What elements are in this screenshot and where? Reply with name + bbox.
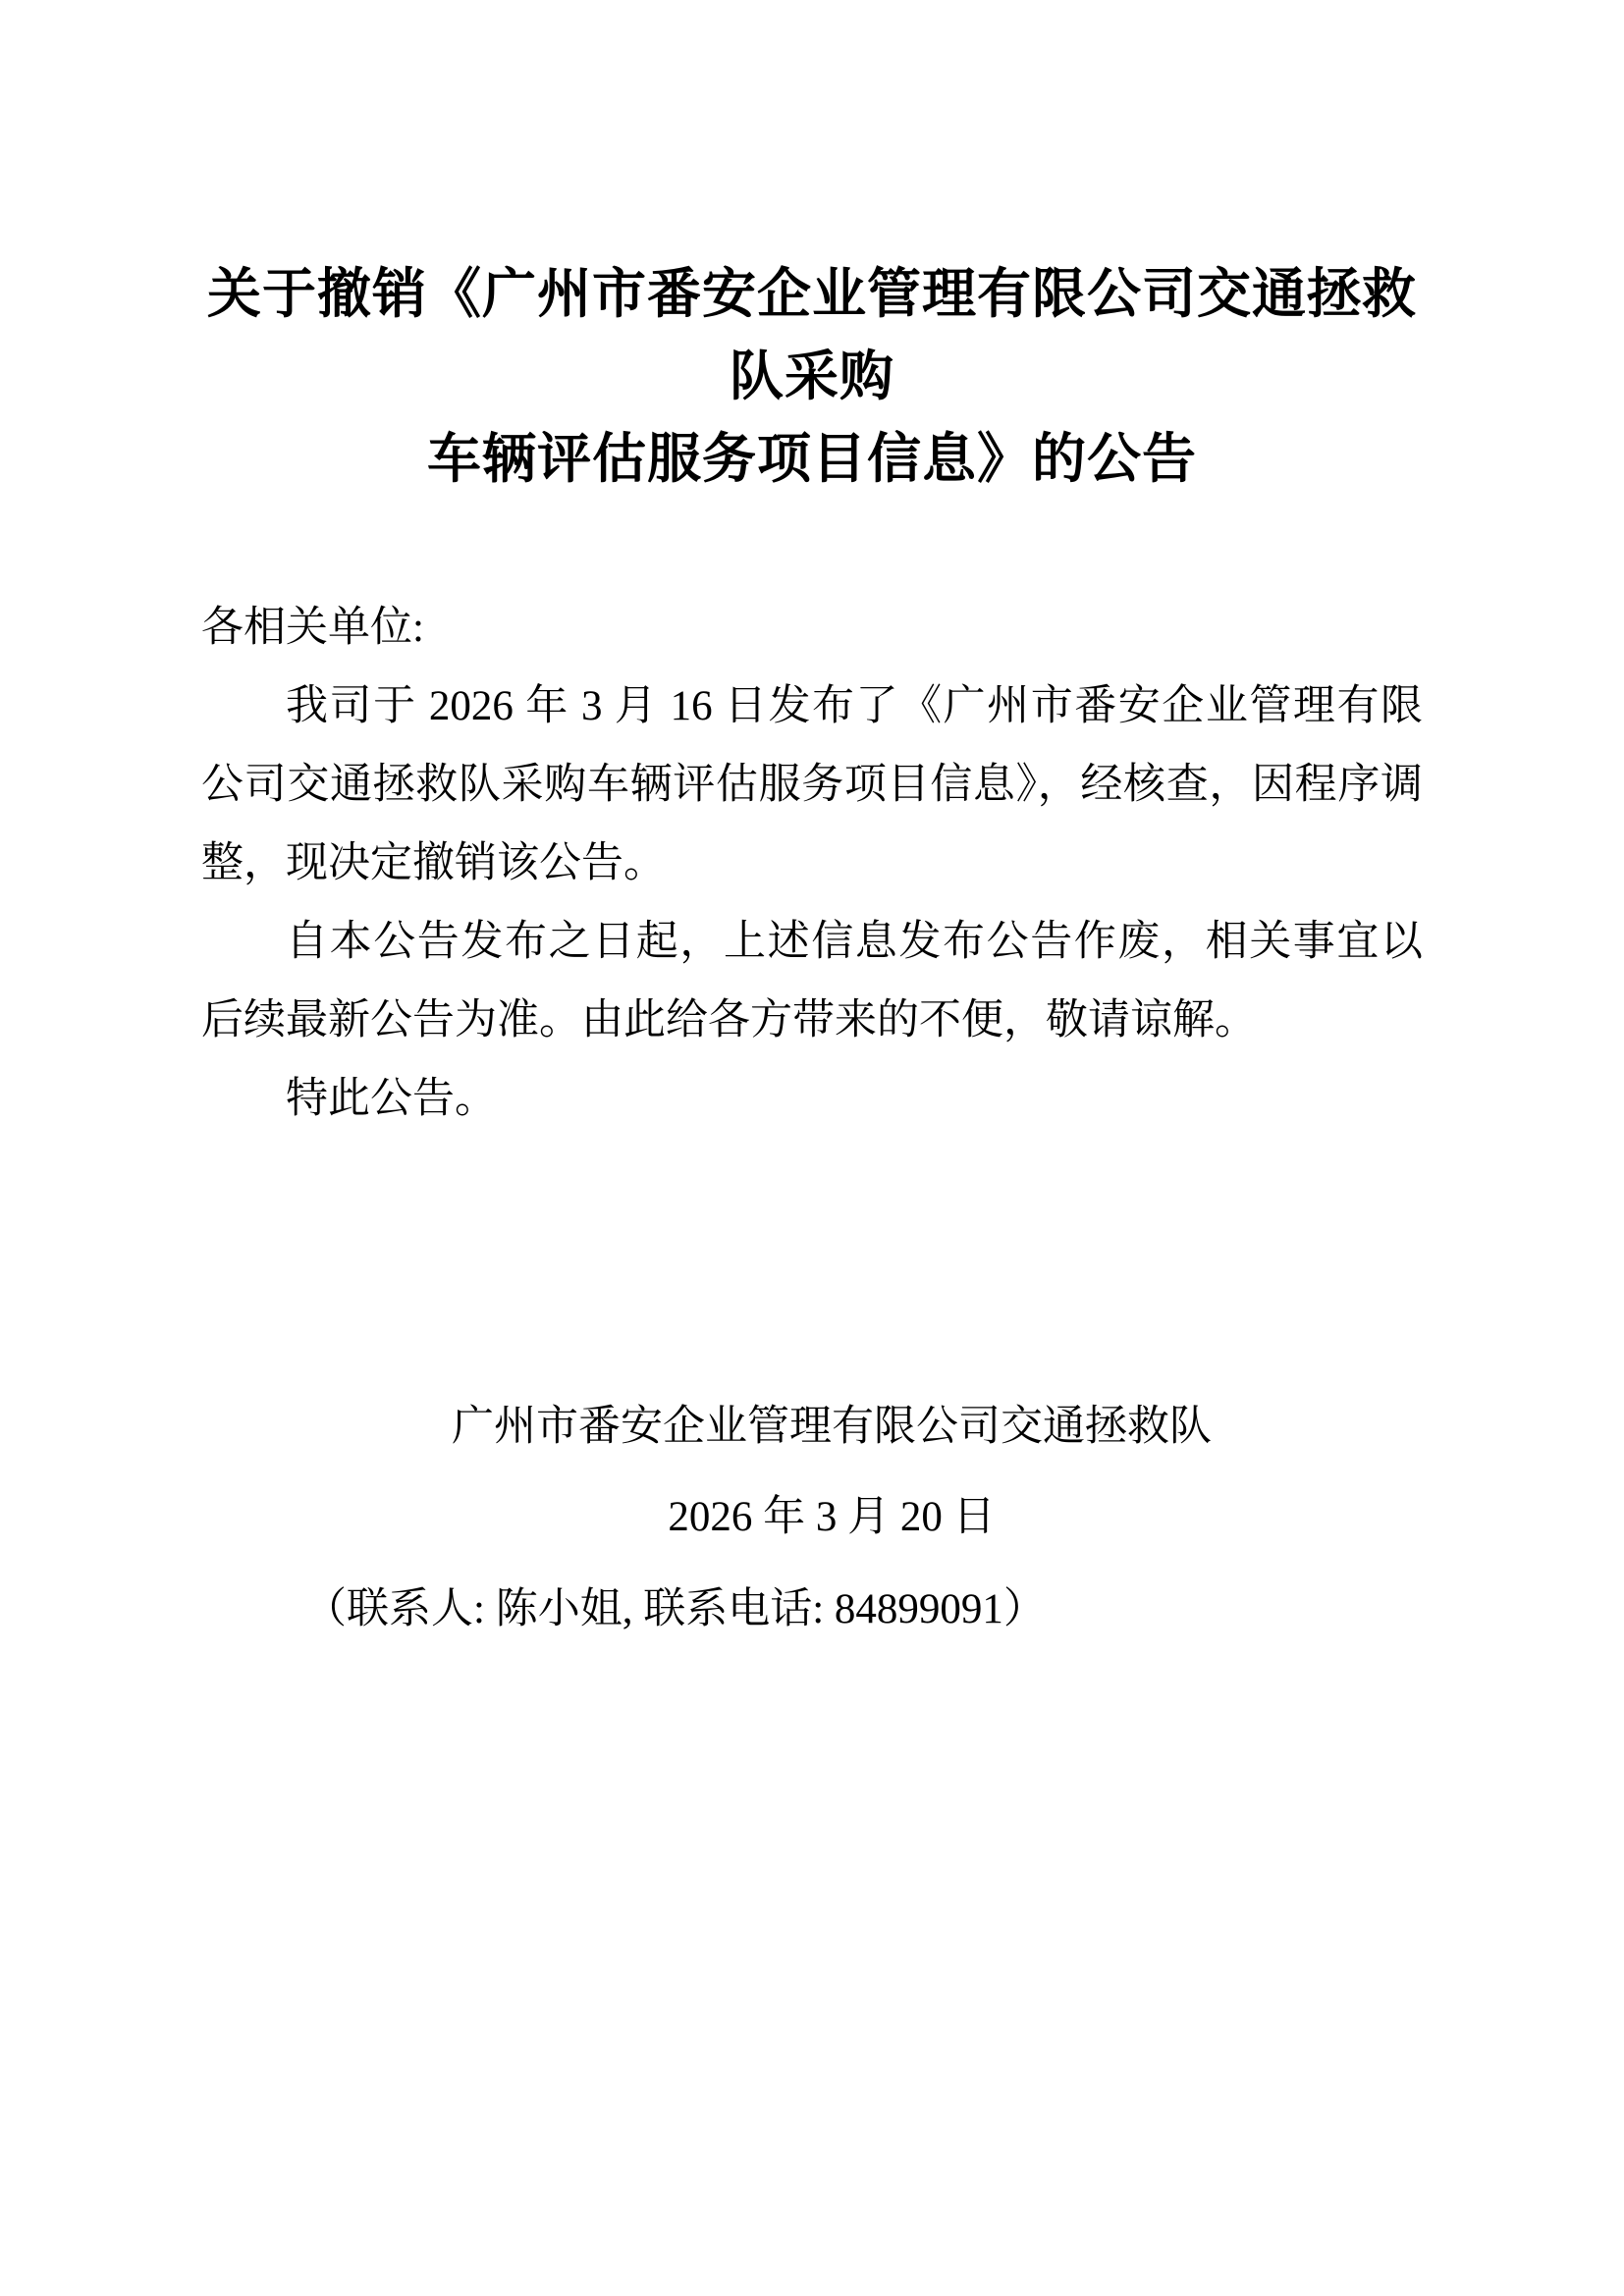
- document-title: [201, 253, 1423, 501]
- contact-info: （联系人: 陈小姐, 联系电话: 84899091）: [304, 1586, 1046, 1632]
- document-body: [201, 589, 1423, 1139]
- body-paragraph: 我司于 2026 年 3 月 16 日发布了《广州市番安企业管理有限公司交通拯救队采购车辆评估服务项目信息》，经核查，因程序调整，现决定撤销该公告。: [201, 683, 1423, 886]
- salutation: 各相关单位:: [201, 605, 424, 651]
- signature-date: 2026 年 3 月 20 日: [668, 1494, 996, 1540]
- title-line-1: 关于撤销《广州市番安企业管理有限公司交通拯救队采购: [206, 264, 1417, 406]
- signature-block: [452, 1402, 1212, 1543]
- title-line-2: 车辆评估服务项目信息》的公告: [426, 429, 1197, 489]
- body-paragraph: 自本公告发布之日起，上述信息发布公告作废，相关事宜以后续最新公告为准。由此给各方带来的不便，敬请谅解。: [201, 919, 1423, 1043]
- closing-line: 特此公告。: [286, 1076, 497, 1122]
- signature-organization: 广州市番安企业管理有限公司交通拯救队: [452, 1404, 1212, 1450]
